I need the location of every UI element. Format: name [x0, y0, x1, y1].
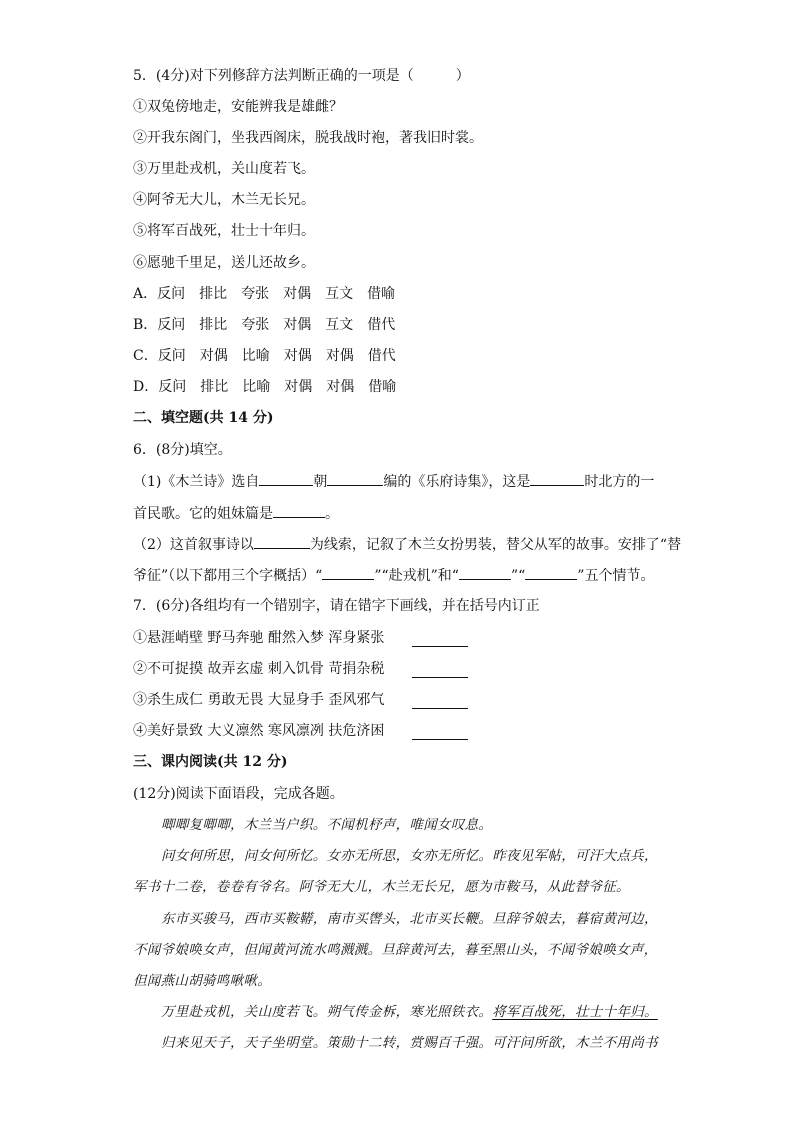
passage-line-7: 万里赴戎机，关山度若飞。朔气传金柝，寒光照铁衣。将军百战死，壮士十年归。: [161, 1004, 658, 1020]
q6-part2-line2: 爷征”（以下都用三个字概括）“ ”“赴戎机”和“ ”“ ”五个情节。: [133, 565, 654, 586]
q6-part2-line1: （2）这首叙事诗以 为线索，记叙了木兰女扮男装，替父从军的故事。安排了“替: [133, 534, 681, 555]
blank-editor[interactable]: [327, 471, 383, 486]
q5-item-3: ③万里赴戎机，关山度若飞。: [133, 161, 315, 177]
blank-clue[interactable]: [254, 534, 310, 549]
q5-option-b: B．反问 排比 夸张 对偶 互文 借代: [133, 317, 396, 333]
passage-line-5: 不闻爷娘唤女声，但闻黄河流水鸣溅溅。旦辞黄河去，暮至黑山头，不闻爷娘唤女声，: [133, 942, 658, 958]
q7-item-3: ③杀生成仁 勇敢无畏 大显身手 歪风邪气: [133, 692, 385, 708]
q7-answer-line-4[interactable]: [412, 738, 468, 740]
q7-stem: 7．(6分)各组均有一个错别字，请在错字下画线，并在括号内订正: [133, 598, 540, 614]
passage-line-3: 军书十二卷，卷卷有爷名。阿爷无大儿，木兰无长兄，愿为市鞍马，从此替爷征。: [133, 879, 630, 895]
q5-item-4: ④阿爷无大儿，木兰无长兄。: [133, 192, 315, 208]
q7-item-1: ①悬涯峭壁 野马奔驰 酣然入梦 浑身紧张: [133, 630, 385, 646]
q7-item-4: ④美好景致 大义凛然 寒风凛冽 扶危济困: [133, 723, 385, 739]
passage-line-8: 归来见天子，天子坐明堂。策勋十二转，赏赐百千强。可汗问所欲，木兰不用尚书: [161, 1035, 658, 1051]
q5-option-a: A．反问 排比 夸张 对偶 互文 借喻: [133, 286, 396, 302]
blank-period[interactable]: [530, 471, 584, 486]
q6-part1-line1: （1)《木兰诗》选自 朝 编的《乐府诗集》，这是 时北方的一: [133, 471, 654, 492]
passage-line-1: 唧唧复唧唧，木兰当户织。不闻机杼声，唯闻女叹息。: [161, 817, 493, 833]
q6-part1-line2: 首民歌。它的姐妹篇是 。: [133, 503, 339, 524]
blank-plot-3[interactable]: [459, 565, 511, 580]
q5-option-c: C．反问 对偶 比喻 对偶 对偶 借代: [133, 348, 396, 364]
blank-plot-1[interactable]: [322, 565, 374, 580]
section3-intro: (12分)阅读下面语段，完成各题。: [133, 786, 344, 802]
q5-stem: 5．(4分)对下列修辞方法判断正确的一项是（ ）: [133, 68, 470, 84]
q7-answer-line-1[interactable]: [412, 645, 468, 647]
q5-item-6: ⑥愿驰千里足，送儿还故乡。: [133, 255, 315, 271]
q6-stem: 6．(8分)填空。: [133, 442, 232, 458]
passage-line-2: 问女何所思，问女何所忆。女亦无所思，女亦无所忆。昨夜见军帖，可汗大点兵，: [161, 848, 658, 864]
section2-heading: 二、填空题(共 14 分): [133, 410, 274, 426]
q5-item-1: ①双兔傍地走，安能辨我是雄雌？: [133, 99, 343, 115]
passage-line-6: 但闻燕山胡骑鸣啾啾。: [133, 973, 271, 989]
blank-sister-poem[interactable]: [273, 503, 325, 518]
passage-line-4: 东市买骏马，西市买鞍鞯，南市买辔头，北市买长鞭。旦辞爷娘去，暮宿黄河边，: [161, 911, 658, 927]
q5-item-5: ⑤将军百战死，壮士十年归。: [133, 223, 315, 239]
q7-answer-line-3[interactable]: [412, 707, 468, 709]
q7-item-2: ②不可捉摸 故弄玄虚 刺入饥骨 苛捐杂税: [133, 661, 385, 677]
underlined-sentence: 将军百战死，壮士十年归。: [492, 1004, 658, 1020]
blank-plot-4[interactable]: [525, 565, 577, 580]
blank-dynasty[interactable]: [259, 471, 313, 486]
q7-answer-line-2[interactable]: [412, 676, 468, 678]
q5-option-d: D．反问 排比 比喻 对偶 对偶 借喻: [133, 379, 397, 395]
section3-heading: 三、课内阅读(共 12 分): [133, 754, 288, 770]
q5-item-2: ②开我东阁门，坐我西阁床，脱我战时袍，著我旧时裳。: [133, 130, 483, 146]
